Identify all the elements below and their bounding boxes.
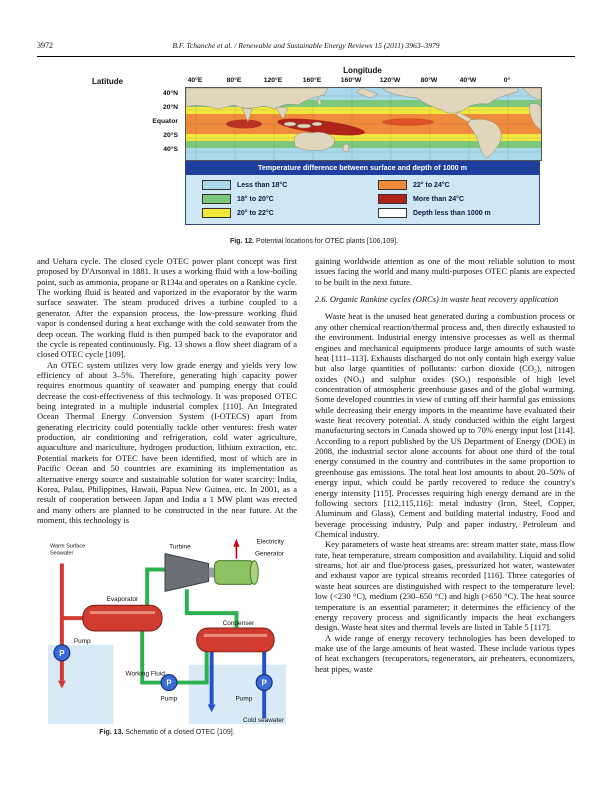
condenser-label: Condenser [222, 620, 255, 628]
legend-item [202, 208, 378, 218]
left-column [37, 256, 297, 738]
latitude-axis-title: Latitude [92, 77, 124, 86]
lat-tick: 20°S [163, 132, 178, 139]
longitude-axis-title: Longitude [343, 66, 382, 75]
figure-12-caption [88, 238, 540, 245]
legend-label: Less than 18°C [237, 181, 288, 189]
legend-swatch [378, 180, 407, 190]
lon-tick: 120°E [263, 77, 283, 84]
evaporator [83, 606, 162, 632]
legend-swatch [378, 194, 407, 204]
legend-item [378, 208, 531, 218]
lon-tick: 40°W [459, 77, 477, 84]
lat-tick: 40°S [163, 146, 178, 153]
latitude-ticks [92, 87, 181, 159]
caption-text: Schematic of a closed OTEC [109]. [123, 729, 235, 737]
evaporator-label: Evaporator [106, 596, 139, 604]
paragraph: Key parameters of waste heat streams are: stream matter state, mass flow rate, heat temperature, stream composition and availability. Liquid and solid streams, hot air and flue/process gases, pressurized hot water, wastewater and exhaust vapor are typical streams recorded [116]. Three categories of waste heat sources are distinguished with respect to the temperature level: low (<230 °C), medium (230–650 °C) and high (>650 °C). The heat source temperature is an essential parameter; it determines the efficiency of the energy recovery process and significantly impacts the heat exchangers design. Waste heat sites and thermal levels are listed in Table 5 [117]. [315, 539, 575, 633]
legend-swatch [202, 180, 231, 190]
pump-right-label: Pump [235, 695, 253, 703]
legend-body [186, 175, 539, 224]
generator [215, 561, 259, 585]
working-fluid-label: Working Fluid [125, 670, 165, 678]
journal-reference: B.F. Tchanche et al. / Renewable and Sustainable Energy Reviews 15 (2011) 3963–3979 [172, 41, 440, 50]
paragraph: An OTEC system utilizes very low grade energy and yields very low efficiency of about 3–5%. Therefore, generating high capacity power requires enormous quantity of seawater and pumping energy that could decrease the cost-effectiveness of this technology. It was proposed OTEC being integrated in a multiple industrial complex [110]. An Integrated Ocean Thermal Energy Conversion System (I-OTECS) apart from generating electricity could potentially tackle other ventures: fresh water production, air conditioning and refrigeration, cold water agriculture, aquaculture and mariculture, hydrogen production, lithium extraction, etc. Potential markets for OTEC have been identified, most of which are in Pacific Ocean and 50 countries are examining its implementation as alternative energy source and sustainable solution for water scarcity: India, Korea, Palau, Philippines, Hawaii, Papua New Guinea, etc. In 2001, as a result of cooperation between Japan and India a 1 MW plant was erected and many others are planned to be constructed in the near future. At the moment, this technology is [37, 359, 297, 525]
warm-seawater-label-2: Seawater [49, 550, 74, 557]
lon-tick: 40°E [187, 77, 203, 84]
lon-tick: 160°W [340, 77, 362, 84]
map-area [152, 87, 540, 159]
lat-tick: 20°N [162, 104, 178, 111]
page-number: 3972 [37, 41, 53, 50]
section-heading: 2.6. Organic Rankine cycles (ORCs) in waste heat recovery application [315, 294, 559, 305]
lon-tick: 0° [503, 77, 511, 84]
legend-label: 20° to 22°C [237, 209, 274, 217]
otec-world-map [185, 87, 542, 161]
legend-swatch [202, 194, 231, 204]
figure-13 [37, 533, 297, 738]
pump-cold [256, 675, 272, 691]
electricity-label: Electricity [256, 539, 285, 547]
pump-mid-label: Pump [160, 695, 178, 703]
paragraph: Waste heat is the unused heat generated during a combustion process or any other chemical reaction/thermal process and, then directly exhausted to the environment. Industrial energy intensive processes as well as thermal engines and mechanical equipments produce large amounts of such waste heat [111–113]. Exhausts discharged do not only contain high exergy value but also large quantities of pollutants: carbon dioxide (CO₂), nitrogen oxides (NOₓ) and sulphur oxides (SOₓ) responsible of high level concentration of atmospheric greenhouse gases and of the global warming. Some developed countries in view of cutting off their harmful gas emissions while decreasing their energy imports in the meantime have evaluated their waste heat recovery potential. A study conducted within the eight largest manufacturing sectors in Canada showed up to 70% energy input lost [114]. According to a report published by the US Department of Energy (DOE) in 2008, the industrial sector alone accounts for about one third of the total energy consumed in the country and contributes in the same proportion to greenhouse gas emissions. The total heat lost amounts to about 20–50% of energy input, which could be partly recovered to reduce the country's energy intensity [115]. Processes requiring high energy demand are in the following sectors [112,115,116]: metal industry (Iron, Steel, Copper, Aluminum and Glass), Cement and building material industry, Food and beverage processing industry, Pulp and paper industry, Petroleum and Chemical industry. [315, 311, 575, 539]
legend-swatch [202, 208, 231, 218]
legend-label: Depth less than 1000 m [412, 209, 491, 217]
axis-row [88, 76, 540, 87]
caption-text: Potential locations for OTEC plants [106,109]. [254, 238, 399, 245]
lon-tick: 120°W [379, 77, 401, 84]
legend-label: 18° to 20°C [237, 195, 274, 203]
lon-tick: 160°E [302, 77, 322, 84]
map-legend [185, 160, 540, 225]
caption-label: Fig. 13. [99, 729, 124, 737]
paragraph: gaining worldwide attention as one of the most reliable solution to most issues facing the world and many multi-purposes OTEC plants are expected to be built in the next future. [315, 256, 575, 287]
svg-text:P: P [261, 678, 267, 688]
paragraph: and Uehara cycle. The closed cycle OTEC power plant concept was first proposed by D'Arsonval in 1881. It uses a working fluid with a low-boiling point, such as ammonia, propane or R134a and operates on a Rankine cycle. The working fluid is heated and vaporized in the evaporator by the warm surface seawater. The steam produced drives a turbine coupled to a generator. After the expansion process, the low-pressure working fluid vapor is condensed during a heat exchange with the cold seawater from the deep ocean. The working fluid is then pumped back to the evaporator and the cycle is repeated continuously. Fig. 13 shows a flow sheet diagram of a closed OTEC cycle [109]. [37, 256, 297, 360]
pump-warm [54, 645, 70, 661]
svg-text:P: P [166, 678, 172, 688]
figure-12 [88, 66, 540, 245]
legend-swatch [378, 208, 407, 218]
legend-label: More than 24°C [412, 195, 464, 203]
electricity-arrow [233, 539, 239, 547]
otec-schematic [48, 533, 286, 725]
legend-title: Temperature difference between surface and depth of 1000 m [186, 161, 539, 175]
body-columns [37, 256, 575, 738]
cold-seawater-label: Cold seawater [242, 717, 285, 725]
lat-tick: 40°N [162, 90, 178, 97]
turbine-label: Turbine [169, 544, 191, 552]
paragraph: A wide range of energy recovery technologies has been developed to make use of the large amounts of heat wasted. These include various types of heat exchangers (recuperators, regenerators, air preheaters, economizers, heat pipes, waste [315, 632, 575, 674]
lat-tick: Equator [152, 118, 178, 125]
caption-label: Fig. 12. [229, 238, 255, 245]
warm-seawater-label: Warm Surface [49, 544, 86, 551]
legend-label: 22° to 24°C [412, 181, 450, 189]
svg-text:P: P [59, 649, 65, 659]
legend-item [378, 180, 531, 190]
generator-label: Generator [255, 550, 285, 558]
turbine [165, 554, 209, 592]
legend-item [202, 194, 378, 204]
lon-tick: 80°W [420, 77, 438, 84]
condenser [197, 628, 274, 652]
lon-tick: 80°E [226, 77, 242, 84]
page-header [37, 41, 575, 53]
header-rule [37, 56, 575, 57]
right-column [315, 256, 575, 738]
longitude-ticks [185, 76, 540, 87]
legend-item [202, 180, 378, 190]
figure-13-caption [37, 729, 297, 738]
shaft [209, 568, 215, 578]
legend-item [378, 194, 531, 204]
pump-left-label: Pump [73, 638, 91, 646]
